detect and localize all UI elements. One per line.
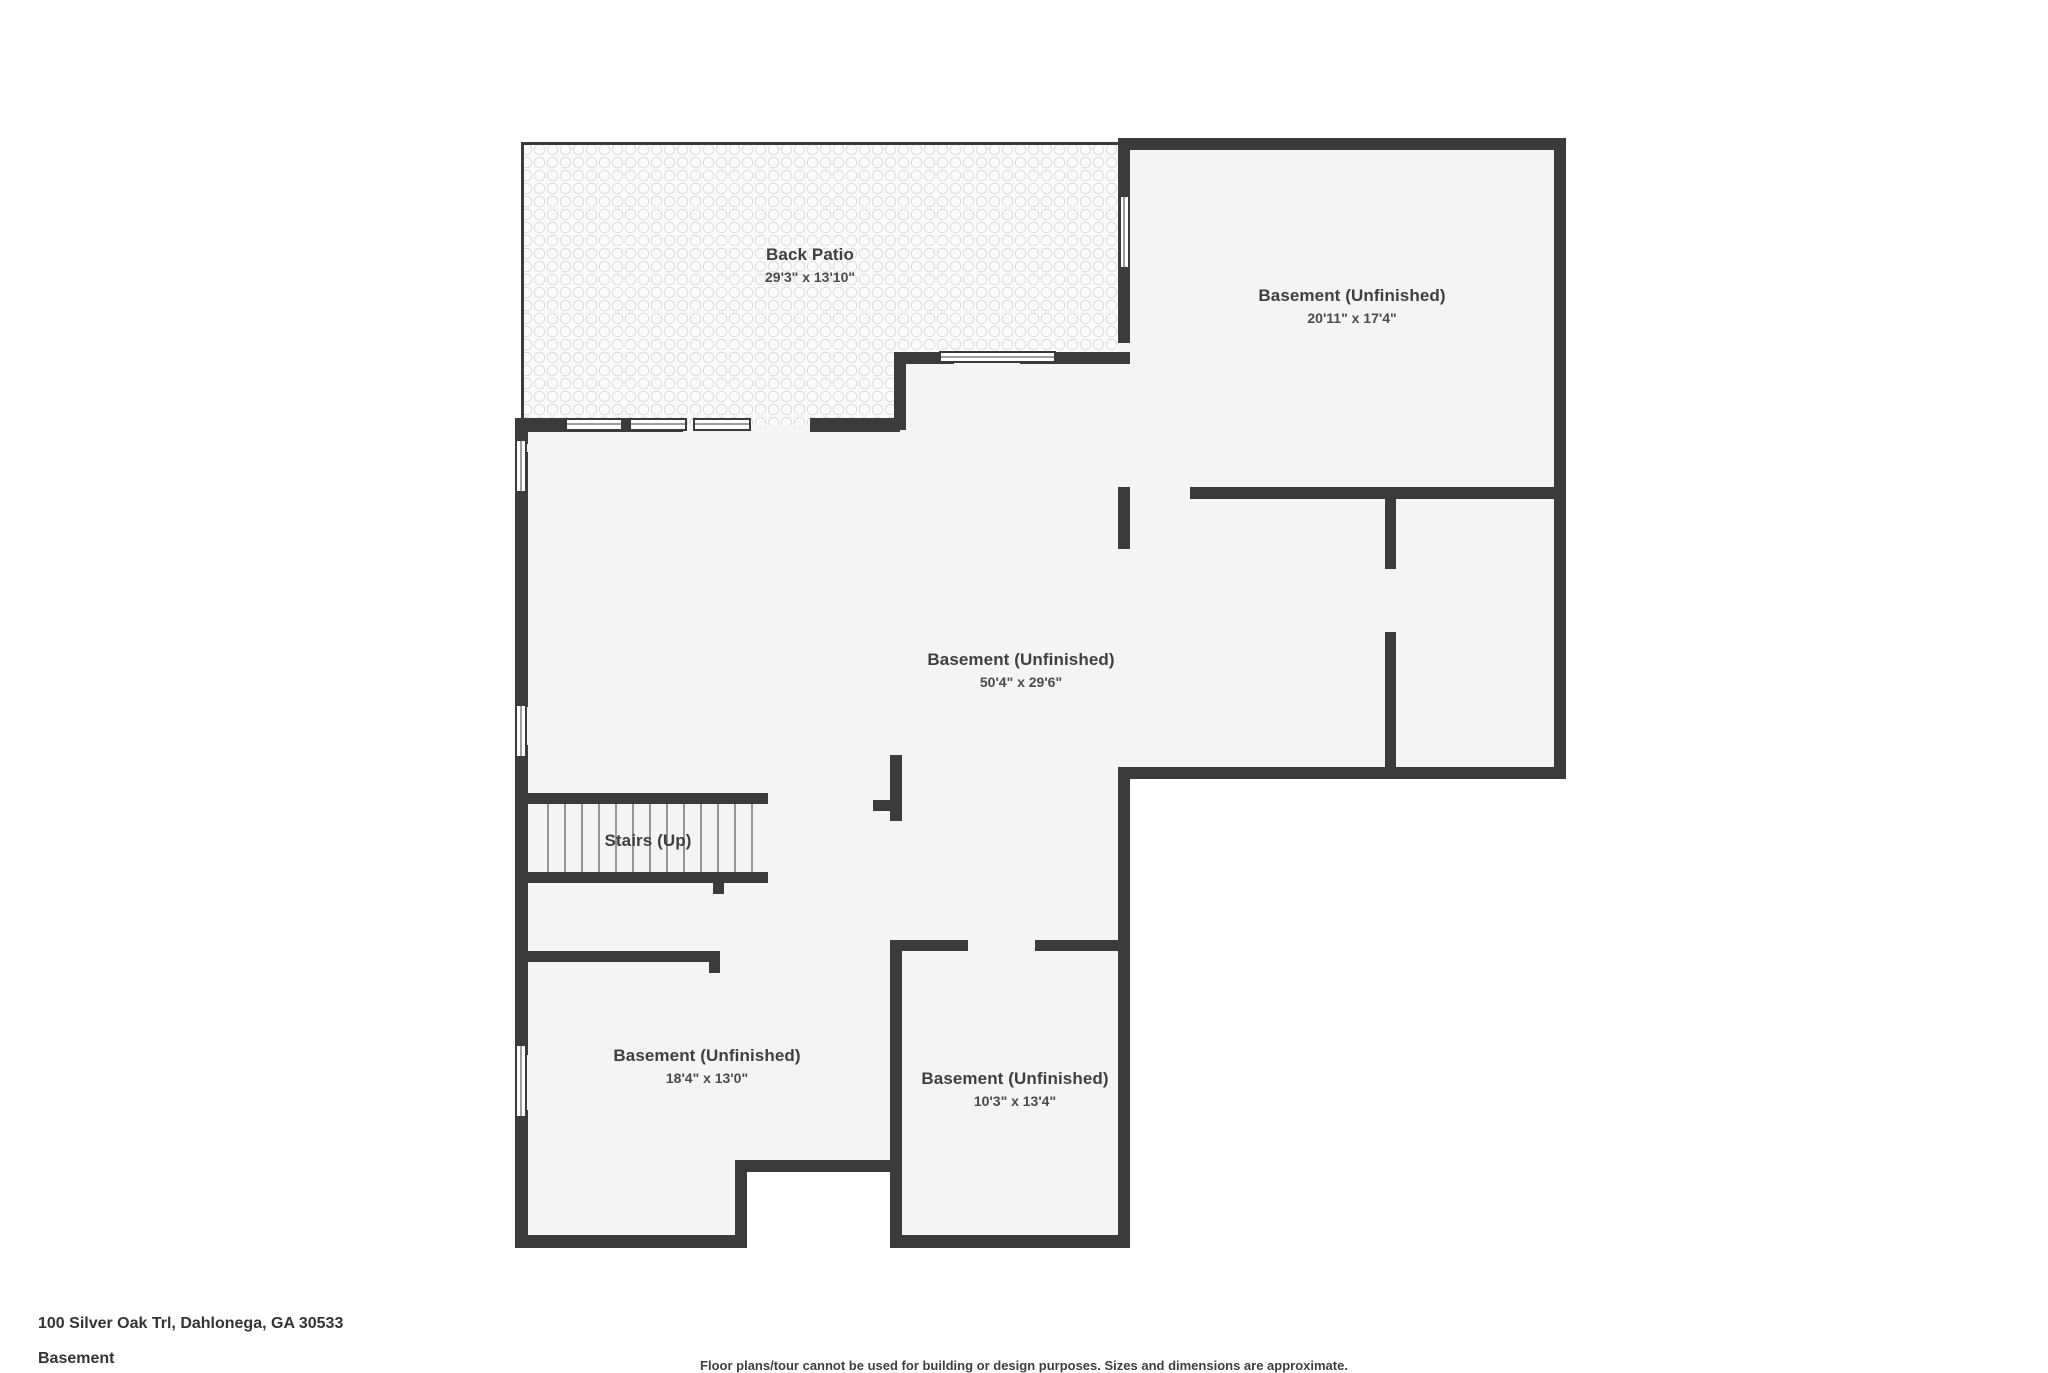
room-name: Stairs (Up) xyxy=(604,831,692,850)
stairs-fill xyxy=(535,800,775,880)
room-name: Basement (Unfinished) xyxy=(1258,286,1446,305)
upper-right-room-fill xyxy=(1118,143,1559,498)
room-dimensions: 20'11" x 17'4" xyxy=(1307,310,1397,326)
room-name: Basement (Unfinished) xyxy=(921,1069,1109,1088)
property-address: 100 Silver Oak Trl, Dahlonega, GA 30533 xyxy=(38,1315,344,1332)
room-name: Basement (Unfinished) xyxy=(613,1046,801,1065)
room-name: Basement (Unfinished) xyxy=(927,650,1115,669)
room-dimensions: 18'4" x 13'0" xyxy=(665,1070,749,1086)
room-dimensions: 50'4" x 29'6" xyxy=(979,674,1063,690)
room-dimensions: 29'3" x 13'10" xyxy=(764,269,856,285)
disclaimer-text: Floor plans/tour cannot be used for building or design purposes. Sizes and dimensions are approximate. xyxy=(700,1358,1348,1373)
room-name: Back Patio xyxy=(766,245,854,264)
floor-name: Basement xyxy=(38,1350,115,1367)
room-dimensions: 10'3" x 13'4" xyxy=(973,1093,1057,1109)
